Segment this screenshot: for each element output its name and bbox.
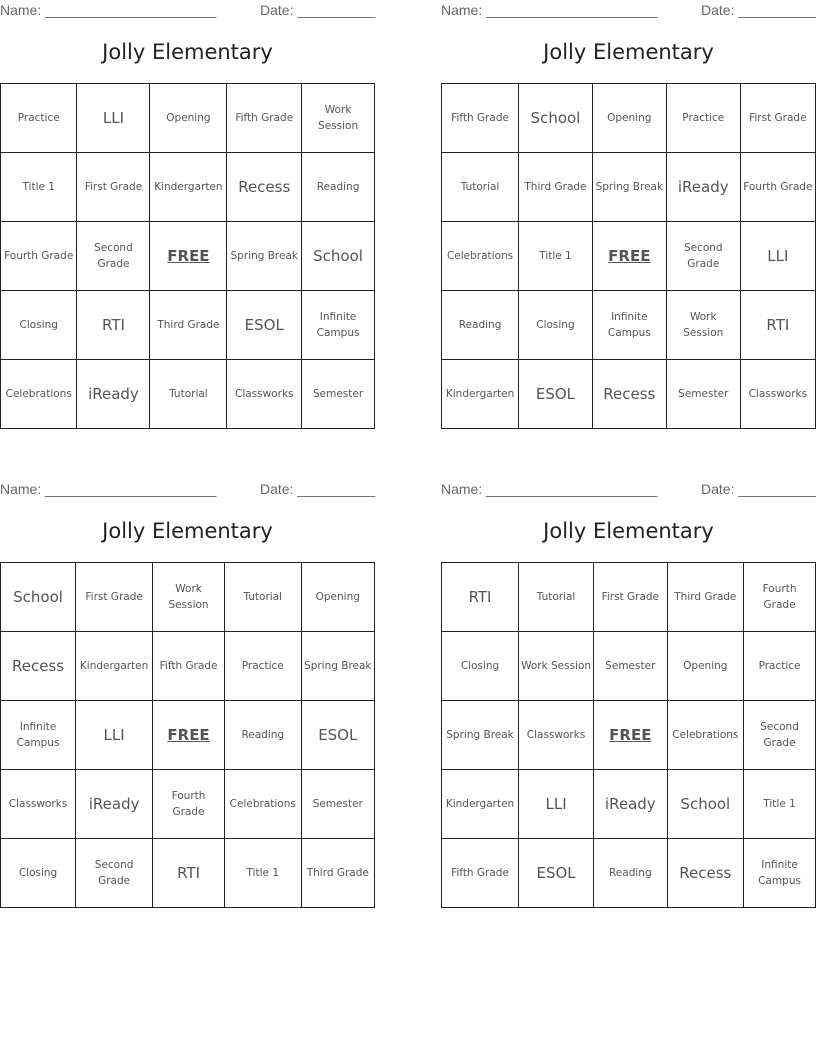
grid-cell: Second Grade	[744, 701, 816, 770]
name-field-label: Name: ______________________	[0, 2, 217, 18]
grid-row	[442, 222, 816, 291]
grid-row	[442, 153, 816, 222]
name-field-label: Name: ______________________	[441, 481, 658, 497]
card-title: Jolly Elementary	[543, 519, 714, 543]
grid-row	[442, 84, 816, 153]
grid-row	[1, 291, 375, 360]
grid-cell: Work Session	[153, 563, 225, 632]
grid-cell: Infinite Campus	[302, 291, 375, 360]
grid-cell: Recess	[227, 153, 302, 222]
grid-cell: First Grade	[740, 84, 815, 153]
grid-cell: Second Grade	[77, 222, 150, 291]
grid-row	[1, 632, 375, 701]
grid-cell: Reading	[594, 839, 667, 908]
grid-cell: School	[1, 563, 76, 632]
grid-cell: Practice	[666, 84, 740, 153]
grid-cell: Title 1	[744, 770, 816, 839]
card-title: Jolly Elementary	[102, 40, 273, 64]
grid-cell: First Grade	[77, 153, 150, 222]
grid-cell: Closing	[519, 291, 593, 360]
grid-cell: ESOL	[227, 291, 302, 360]
free-space: FREE	[592, 222, 666, 291]
grid-cell: Work Session	[519, 632, 594, 701]
grid-cell: Tutorial	[150, 360, 227, 429]
grid-cell: Spring Break	[592, 153, 666, 222]
grid-row	[1, 701, 375, 770]
grid-cell: Infinite Campus	[1, 701, 76, 770]
grid-row	[442, 839, 816, 908]
grid-cell: Practice	[744, 632, 816, 701]
grid-cell: First Grade	[76, 563, 153, 632]
free-space: FREE	[150, 222, 227, 291]
grid-cell: ESOL	[519, 360, 593, 429]
card-title: Jolly Elementary	[102, 519, 273, 543]
grid-cell: School	[519, 84, 593, 153]
grid-row	[442, 563, 816, 632]
grid-cell: Kindergarten	[442, 360, 519, 429]
bingo-grid	[0, 562, 375, 908]
grid-cell: Kindergarten	[442, 770, 519, 839]
grid-cell: RTI	[442, 563, 519, 632]
grid-cell: Semester	[594, 632, 667, 701]
grid-row	[1, 153, 375, 222]
grid-row	[1, 360, 375, 429]
name-date-row	[441, 0, 816, 20]
grid-row	[442, 701, 816, 770]
grid-cell: Title 1	[519, 222, 593, 291]
grid-cell: Classworks	[740, 360, 815, 429]
name-field-label: Name: ______________________	[0, 481, 217, 497]
grid-cell: Semester	[301, 770, 374, 839]
grid-cell: Fourth Grade	[153, 770, 225, 839]
grid-cell: Tutorial	[519, 563, 594, 632]
name-field-label: Name: ______________________	[441, 2, 658, 18]
grid-cell: Celebrations	[224, 770, 301, 839]
grid-cell: Tutorial	[442, 153, 519, 222]
grid-row	[442, 291, 816, 360]
grid-row	[1, 563, 375, 632]
grid-cell: Kindergarten	[150, 153, 227, 222]
grid-cell: Title 1	[1, 153, 77, 222]
grid-cell: Reading	[302, 153, 375, 222]
grid-cell: Title 1	[224, 839, 301, 908]
grid-cell: iReady	[77, 360, 150, 429]
grid-cell: iReady	[594, 770, 667, 839]
grid-cell: LLI	[76, 701, 153, 770]
bingo-grid	[441, 83, 816, 429]
grid-cell: Fourth Grade	[744, 563, 816, 632]
grid-cell: Fifth Grade	[153, 632, 225, 701]
grid-cell: Practice	[224, 632, 301, 701]
grid-cell: Recess	[592, 360, 666, 429]
date-field-label: Date: __________	[260, 481, 376, 497]
grid-cell: Celebrations	[1, 360, 77, 429]
card-title: Jolly Elementary	[543, 40, 714, 64]
grid-cell: Fifth Grade	[227, 84, 302, 153]
grid-cell: iReady	[76, 770, 153, 839]
grid-cell: Kindergarten	[76, 632, 153, 701]
date-field-label: Date: __________	[701, 2, 816, 18]
grid-cell: Classworks	[519, 701, 594, 770]
grid-cell: Second Grade	[666, 222, 740, 291]
grid-cell: Spring Break	[227, 222, 302, 291]
grid-cell: LLI	[740, 222, 815, 291]
grid-cell: Spring Break	[301, 632, 374, 701]
grid-cell: School	[302, 222, 375, 291]
grid-cell: Third Grade	[519, 153, 593, 222]
grid-cell: ESOL	[301, 701, 374, 770]
grid-cell: LLI	[77, 84, 150, 153]
name-date-row	[0, 0, 375, 20]
grid-cell: Reading	[442, 291, 519, 360]
grid-cell: Fourth Grade	[740, 153, 815, 222]
grid-cell: Closing	[442, 632, 519, 701]
grid-cell: Opening	[667, 632, 744, 701]
grid-cell: Semester	[666, 360, 740, 429]
grid-cell: Closing	[1, 291, 77, 360]
grid-cell: RTI	[77, 291, 150, 360]
grid-row	[1, 770, 375, 839]
grid-cell: Infinite Campus	[592, 291, 666, 360]
date-field-label: Date: __________	[701, 481, 816, 497]
grid-cell: Celebrations	[667, 701, 744, 770]
grid-cell: Infinite Campus	[744, 839, 816, 908]
grid-cell: Opening	[592, 84, 666, 153]
grid-row	[1, 839, 375, 908]
grid-cell: iReady	[666, 153, 740, 222]
grid-cell: Closing	[1, 839, 76, 908]
date-field-label: Date: __________	[260, 2, 376, 18]
grid-cell: Tutorial	[224, 563, 301, 632]
free-space: FREE	[594, 701, 667, 770]
free-space: FREE	[153, 701, 225, 770]
grid-cell: Semester	[302, 360, 375, 429]
grid-cell: Work Session	[666, 291, 740, 360]
grid-cell: Fourth Grade	[1, 222, 77, 291]
grid-cell: RTI	[740, 291, 815, 360]
bingo-grid	[0, 83, 375, 429]
grid-cell: Opening	[301, 563, 374, 632]
grid-cell: Third Grade	[301, 839, 374, 908]
grid-cell: Third Grade	[150, 291, 227, 360]
grid-cell: First Grade	[594, 563, 667, 632]
name-date-row	[0, 479, 375, 499]
grid-cell: Third Grade	[667, 563, 744, 632]
grid-cell: Classworks	[1, 770, 76, 839]
grid-row	[442, 632, 816, 701]
grid-cell: Reading	[224, 701, 301, 770]
bingo-grid	[441, 562, 816, 908]
grid-cell: Recess	[667, 839, 744, 908]
grid-cell: Second Grade	[76, 839, 153, 908]
grid-cell: Practice	[1, 84, 77, 153]
grid-row	[1, 222, 375, 291]
grid-cell: Fifth Grade	[442, 839, 519, 908]
grid-cell: Spring Break	[442, 701, 519, 770]
grid-cell: Work Session	[302, 84, 375, 153]
grid-cell: Opening	[150, 84, 227, 153]
grid-cell: Classworks	[227, 360, 302, 429]
grid-row	[1, 84, 375, 153]
grid-row	[442, 770, 816, 839]
grid-cell: Fifth Grade	[442, 84, 519, 153]
grid-cell: ESOL	[519, 839, 594, 908]
grid-cell: Recess	[1, 632, 76, 701]
grid-cell: LLI	[519, 770, 594, 839]
grid-row	[442, 360, 816, 429]
grid-cell: Celebrations	[442, 222, 519, 291]
grid-cell: School	[667, 770, 744, 839]
grid-cell: RTI	[153, 839, 225, 908]
name-date-row	[441, 479, 816, 499]
